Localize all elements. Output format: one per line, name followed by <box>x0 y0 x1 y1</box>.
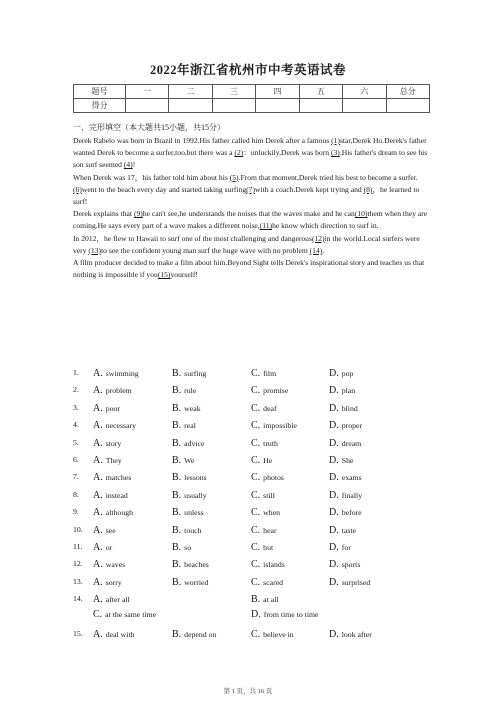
answer-option <box>329 629 372 640</box>
option-letter: A. <box>93 368 103 379</box>
passage-text: .His father's dream to see his son surf seemed <box>73 148 428 170</box>
option-text: taste <box>341 525 357 535</box>
option-text: She <box>341 455 354 465</box>
option-letter: A. <box>93 524 103 536</box>
score-row-label: 得分 <box>74 99 126 113</box>
option-text: promise <box>263 386 289 396</box>
option-text: waves <box>105 560 126 570</box>
passage-paragraph <box>73 257 435 281</box>
passage-text: ! <box>132 160 136 170</box>
option-letter: D. <box>329 489 339 501</box>
option-text: poor <box>105 403 121 413</box>
cloze-passage <box>73 135 435 281</box>
question-number: 5. <box>73 437 79 447</box>
answer-option <box>172 385 196 396</box>
answer-option <box>329 420 362 431</box>
answer-option <box>172 559 209 570</box>
passage-paragraph <box>73 172 435 209</box>
option-letter: D. <box>329 507 339 519</box>
answer-option <box>172 525 202 536</box>
blank-marker: (10) <box>354 209 368 219</box>
blank-marker: (14) <box>309 245 323 255</box>
option-letter: C. <box>93 609 103 621</box>
answer-option <box>172 438 205 449</box>
option-letter: C. <box>251 559 261 571</box>
score-cell <box>386 99 429 113</box>
option-text: photos <box>263 473 284 483</box>
answer-option <box>93 438 121 449</box>
option-letter: B. <box>172 489 182 501</box>
answer-option <box>93 455 122 466</box>
option-text: sports <box>341 560 361 570</box>
option-text: deal with <box>105 629 135 639</box>
option-letter: D. <box>329 420 339 432</box>
blank-marker: (15) <box>157 270 171 280</box>
option-text: or <box>105 542 113 552</box>
option-text: touch <box>184 525 202 535</box>
option-text: although <box>105 508 134 518</box>
option-letter: D. <box>329 437 339 449</box>
score-cell <box>212 99 255 113</box>
passage-paragraph <box>73 208 435 232</box>
passage-text: went to the beach every day and started taking surfing <box>81 184 247 194</box>
passage-text: Derek Rabelo was born in Brazil in 1992.His father called him Derek after a famous <box>73 136 332 145</box>
option-text: They <box>105 455 122 465</box>
option-text: believe in <box>263 629 294 639</box>
option-text: surprised <box>341 577 371 587</box>
question-number: 13. <box>73 576 83 586</box>
answer-option <box>251 525 277 536</box>
answer-option <box>329 455 353 466</box>
passage-text: . <box>322 245 325 255</box>
option-text: look after <box>341 629 372 639</box>
passage-text: Derek explains that <box>73 209 134 219</box>
option-text: finally <box>341 490 363 500</box>
score-header-cell: 一 <box>126 85 169 99</box>
option-text: swimming <box>105 369 139 378</box>
answer-option <box>93 368 139 379</box>
question-row <box>73 523 433 540</box>
answer-option <box>251 542 273 553</box>
answer-option <box>172 455 194 466</box>
option-letter: B. <box>172 628 182 640</box>
option-letter: B. <box>172 454 182 466</box>
answer-option <box>251 403 277 414</box>
option-letter: D. <box>329 454 339 466</box>
option-letter: D. <box>329 385 339 397</box>
question-number: 6. <box>73 454 79 464</box>
option-text: still <box>263 490 275 500</box>
answer-option <box>329 525 356 536</box>
answer-option <box>329 403 358 414</box>
answer-option <box>251 455 272 466</box>
passage-text: When Derek was 17，his father told him about his <box>73 172 230 182</box>
question-row <box>73 592 433 609</box>
score-table <box>73 84 430 113</box>
option-text: at the same time <box>105 610 157 620</box>
option-text: pop <box>341 369 354 378</box>
answer-option <box>93 609 156 620</box>
option-letter: B. <box>172 472 182 484</box>
option-text: story <box>105 438 122 448</box>
passage-text: them when they are coming.He says every part of a wave makes a different noise, <box>73 209 428 231</box>
option-letter: B. <box>172 402 182 414</box>
answer-option <box>93 472 131 483</box>
answer-option <box>93 507 133 518</box>
option-letter: A. <box>93 576 103 588</box>
question-row <box>73 540 433 557</box>
answer-option <box>172 403 201 414</box>
option-letter: A. <box>93 472 103 484</box>
question-number: 11. <box>73 541 83 551</box>
option-letter: C. <box>251 437 261 449</box>
question-row <box>73 418 433 435</box>
option-text: necessary <box>105 421 137 431</box>
question-number: 10. <box>73 524 83 534</box>
answer-option <box>329 542 351 553</box>
option-text: worried <box>184 577 209 587</box>
option-letter: C. <box>251 368 261 379</box>
blank-marker: (6) <box>73 184 82 194</box>
option-text: impossible <box>263 421 297 431</box>
answer-option <box>93 577 122 588</box>
answer-option <box>251 507 280 518</box>
question-number: 4. <box>73 420 79 430</box>
option-letter: B. <box>172 368 182 379</box>
passage-text: yourself! <box>170 270 198 280</box>
option-text: plan <box>341 386 356 396</box>
score-cell <box>169 99 212 113</box>
option-letter: A. <box>93 437 103 449</box>
answer-option <box>329 368 353 379</box>
score-header-cell: 三 <box>212 85 255 99</box>
answer-option <box>251 609 319 620</box>
score-header-cell: 五 <box>299 85 342 99</box>
question-row <box>73 366 433 383</box>
option-letter: C. <box>251 472 261 484</box>
option-text: instead <box>105 490 128 500</box>
passage-paragraph <box>73 135 435 172</box>
question-row <box>73 401 433 418</box>
option-text: exams <box>341 473 362 483</box>
option-text: problem <box>105 386 132 396</box>
option-letter: C. <box>251 507 261 519</box>
question-row <box>73 627 433 644</box>
answer-option <box>251 420 297 431</box>
blank-marker: (5) <box>229 172 239 182</box>
option-text: dream <box>341 438 362 448</box>
answer-option <box>251 629 294 640</box>
question-row <box>73 505 433 522</box>
option-text: hear <box>263 525 277 535</box>
option-text: truth <box>263 438 278 448</box>
option-letter: D. <box>329 368 339 379</box>
score-table-score-row <box>74 99 430 113</box>
answer-option <box>251 368 276 379</box>
score-table-header-row <box>74 85 430 99</box>
question-row <box>73 488 433 505</box>
option-letter: B. <box>172 507 182 519</box>
score-cell <box>299 99 342 113</box>
answer-option <box>93 542 112 553</box>
option-text: film <box>263 369 277 378</box>
option-letter: D. <box>329 559 339 571</box>
score-header-cell: 题号 <box>74 85 126 99</box>
option-text: unless <box>184 508 204 518</box>
question-number: 9. <box>73 507 79 517</box>
question-number: 1. <box>73 368 79 377</box>
blank-marker: (7) <box>246 184 255 194</box>
answer-option <box>172 507 204 518</box>
option-text: at all <box>263 595 279 605</box>
option-letter: A. <box>93 402 103 414</box>
answer-option <box>172 629 216 640</box>
option-letter: B. <box>172 420 182 432</box>
option-letter: C. <box>251 385 261 397</box>
option-letter: A. <box>93 385 103 397</box>
option-text: proper <box>341 421 363 431</box>
answer-option <box>172 542 191 553</box>
option-text: sorry <box>105 577 122 587</box>
option-text: before <box>341 508 362 518</box>
option-letter: D. <box>251 609 261 621</box>
score-cell <box>126 99 169 113</box>
answer-option <box>329 559 360 570</box>
option-text: real <box>184 421 196 431</box>
answer-option <box>93 403 120 414</box>
question-row <box>73 436 433 453</box>
option-letter: A. <box>93 420 103 432</box>
option-text: surfing <box>184 369 207 378</box>
page-title: 2022年浙江省杭州市中考英语试卷 <box>149 63 346 77</box>
option-text: depend on <box>184 629 217 639</box>
answer-option <box>93 420 136 431</box>
option-text: for <box>341 542 351 552</box>
blank-marker: (9) <box>133 209 143 219</box>
option-text: matches <box>105 473 132 483</box>
question-row <box>73 470 433 487</box>
passage-text: ：unluckily,Derek was born <box>243 148 331 158</box>
blank-marker: (3) <box>330 148 340 158</box>
option-text: rule <box>184 386 197 396</box>
option-letter: A. <box>93 559 103 571</box>
score-cell <box>343 99 386 113</box>
option-text: advice <box>184 438 205 448</box>
score-header-cell: 四 <box>256 85 299 99</box>
option-text: from time to time <box>263 610 319 620</box>
answer-option <box>329 438 361 449</box>
option-text: lessons <box>184 473 207 483</box>
question-options <box>73 366 433 644</box>
blank-marker: (8) <box>363 184 373 194</box>
answer-option <box>329 490 362 501</box>
question-row <box>73 575 433 592</box>
option-text: but <box>263 542 274 552</box>
passage-text: .From that moment,Derek tried his best to become a surfer. <box>238 172 418 182</box>
option-text: weak <box>184 403 201 413</box>
question-number: 15. <box>73 628 83 638</box>
passage-paragraph <box>73 233 435 257</box>
passage-text: ，he learned to surf! <box>73 184 420 207</box>
option-letter: D. <box>329 541 339 553</box>
option-letter: C. <box>251 402 261 414</box>
option-text: when <box>263 508 281 518</box>
answer-option <box>172 420 196 431</box>
question-row-continued <box>73 609 433 626</box>
option-text: He <box>263 455 273 465</box>
passage-text: with a coach.Derek kept trying and <box>254 184 364 194</box>
option-text: so <box>184 542 192 552</box>
question-row <box>73 453 433 470</box>
answer-option <box>172 472 207 483</box>
blank-marker: (12) <box>311 233 325 243</box>
answer-option <box>329 577 370 588</box>
option-letter: C. <box>251 454 261 466</box>
answer-option <box>251 490 275 501</box>
question-number: 14. <box>73 594 83 604</box>
question-number: 12. <box>73 559 83 569</box>
blank-marker: (2) <box>234 148 244 158</box>
option-text: deaf <box>263 403 277 413</box>
option-letter: A. <box>93 507 103 519</box>
answer-option <box>251 577 283 588</box>
option-letter: C. <box>251 489 261 501</box>
option-letter: D. <box>329 576 339 588</box>
answer-option <box>251 594 279 605</box>
answer-option <box>93 490 128 501</box>
answer-option <box>93 594 130 605</box>
option-text: scared <box>263 577 284 587</box>
option-letter: B. <box>172 437 182 449</box>
blank-marker: (4) <box>123 160 133 170</box>
answer-option <box>329 385 355 396</box>
option-letter: D. <box>329 472 339 484</box>
answer-option <box>251 438 278 449</box>
option-letter: A. <box>93 454 103 466</box>
passage-text: he know which direction to surf in. <box>272 221 379 231</box>
question-row <box>73 383 433 400</box>
option-letter: D. <box>329 524 339 536</box>
question-number: 7. <box>73 472 79 482</box>
option-letter: A. <box>93 489 103 501</box>
passage-text: star,Derek Ho.Derek's father wanted Derek to become a surfer,too,but there was a <box>73 136 427 158</box>
option-text: usually <box>184 490 207 500</box>
option-letter: C. <box>251 541 261 553</box>
question-number: 2. <box>73 385 79 395</box>
blank-marker: (13) <box>88 245 102 255</box>
blank-marker: (1) <box>331 136 340 145</box>
answer-option <box>93 559 125 570</box>
passage-text: to see the confident young man surf the huge wave with no problem <box>101 245 310 255</box>
page-footer: 第 1 页，共 16 页 <box>223 688 273 695</box>
answer-option <box>172 490 207 501</box>
answer-option <box>251 472 284 483</box>
option-letter: A. <box>93 594 103 606</box>
option-letter: B. <box>172 541 182 553</box>
option-letter: B. <box>172 385 182 397</box>
score-header-cell: 二 <box>169 85 212 99</box>
option-letter: A. <box>93 628 103 640</box>
option-letter: B. <box>251 594 261 606</box>
passage-text: he can't see,he understands the noises that the waves make and he can <box>142 209 355 219</box>
option-text: beaches <box>184 560 209 570</box>
option-letter: D. <box>329 628 339 640</box>
answer-option <box>172 577 208 588</box>
passage-text: A film producer decided to make a film about him.Beyond Sight tells Derek's inspirational story and teaches us that nothing is impossible if you <box>73 258 425 280</box>
option-letter: B. <box>172 576 182 588</box>
option-letter: A. <box>93 541 103 553</box>
answer-option <box>93 385 132 396</box>
answer-option <box>251 385 288 396</box>
answer-option <box>329 507 362 518</box>
answer-option <box>329 472 362 483</box>
option-text: We <box>184 455 195 465</box>
option-text: see <box>105 525 116 535</box>
question-number: 8. <box>73 489 79 499</box>
option-letter: B. <box>172 559 182 571</box>
answer-option <box>172 368 206 379</box>
option-letter: C. <box>251 628 261 640</box>
answer-option <box>93 629 135 640</box>
option-text: after all <box>105 595 130 605</box>
score-header-cell: 六 <box>343 85 386 99</box>
option-letter: C. <box>251 420 261 432</box>
option-letter: C. <box>251 524 261 536</box>
option-letter: C. <box>251 576 261 588</box>
question-row <box>73 557 433 574</box>
score-header-cell: 总分 <box>386 85 429 99</box>
answer-option <box>251 559 285 570</box>
passage-text: In 2012，he flew to Hawaii to surf one of the most challenging and dangerous <box>73 233 312 243</box>
passage-text: in the world.Local surfers were very <box>73 233 420 255</box>
question-number: 3. <box>73 402 79 412</box>
option-letter: B. <box>172 524 182 536</box>
option-letter: D. <box>329 402 339 414</box>
answer-option <box>93 525 116 536</box>
section-heading: 一、完形填空（本大题共15小题，共15分） <box>73 123 225 132</box>
option-text: islands <box>263 560 285 570</box>
blank-marker: (11) <box>259 221 273 231</box>
score-cell <box>256 99 299 113</box>
option-text: blind <box>341 403 358 413</box>
